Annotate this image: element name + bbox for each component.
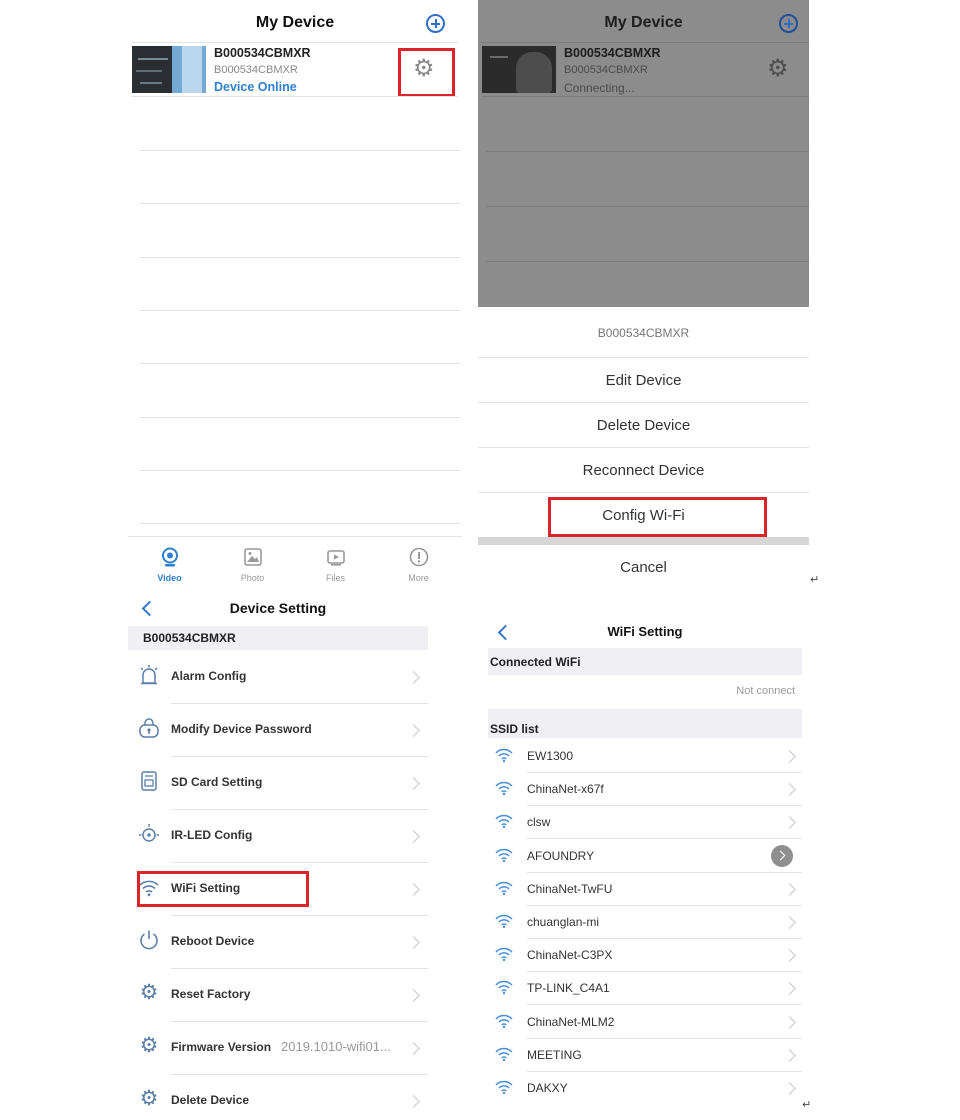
settings-row-alarm-config[interactable] (128, 650, 428, 703)
ssid-label: AFOUNDRY (527, 848, 595, 863)
add-device-icon[interactable] (426, 14, 445, 33)
device-section-header: B000534CBMXR (128, 626, 428, 650)
settings-row-label: WiFi Setting (171, 881, 241, 895)
chevron-right-icon (783, 1049, 796, 1062)
divider (140, 203, 460, 204)
ssid-row[interactable] (488, 906, 802, 939)
device-id: B000534CBMXR (214, 64, 298, 76)
wifi-signal-icon (495, 913, 513, 929)
add-device-icon (779, 14, 798, 33)
divider (478, 447, 809, 448)
ssid-row[interactable] (488, 1072, 802, 1105)
wifi-signal-icon (495, 780, 513, 796)
wifi-signal-icon (495, 1046, 513, 1062)
settings-row-modify-password[interactable] (128, 703, 428, 756)
tab-video[interactable] (128, 537, 211, 588)
camera-thumbnail (132, 46, 206, 93)
photo-icon (243, 547, 263, 567)
gear-icon: ⚙ (139, 1034, 159, 1057)
settings-row-label: Firmware Version (171, 1040, 272, 1054)
wifi-signal-icon (495, 747, 513, 763)
chevron-right-icon (407, 883, 420, 896)
connected-wifi-status: Not connect (736, 685, 795, 697)
device-name: B000534CBMXR (564, 46, 661, 60)
settings-row-reset-factory[interactable] (128, 968, 428, 1021)
return-mark: ↵ (802, 1099, 812, 1111)
ssid-label: TP-LINK_C4A1 (527, 981, 610, 996)
chevron-right-icon (783, 1082, 796, 1095)
wifi-signal-icon (495, 880, 513, 896)
gear-icon: ⚙ (139, 981, 159, 1004)
divider (140, 150, 460, 151)
ssid-label: MEETING (527, 1047, 582, 1062)
divider (140, 417, 460, 418)
chevron-right-icon (407, 830, 420, 843)
assistive-touch-icon[interactable] (771, 845, 793, 867)
ssid-row[interactable] (488, 1006, 802, 1039)
divider (486, 206, 809, 207)
settings-row-label: Reset Factory (171, 987, 251, 1001)
highlight-box (398, 48, 455, 97)
my-device-screen (128, 0, 462, 588)
gear-icon: ⚙ (139, 1087, 159, 1110)
ssid-label: ChinaNet-x67f (527, 782, 604, 797)
wifi-signal-icon (495, 847, 513, 863)
wifi-signal-icon (495, 1079, 513, 1095)
ssid-row[interactable] (488, 873, 802, 906)
ssid-row[interactable] (488, 740, 802, 773)
sheet-title: B000534CBMXR (597, 326, 690, 340)
divider (140, 470, 460, 471)
settings-row-label: SD Card Setting (171, 775, 263, 789)
edit-device-button[interactable]: Edit Device (605, 372, 682, 389)
settings-row-label: Alarm Config (171, 669, 247, 683)
chevron-right-icon (407, 989, 420, 1002)
tab-label: Video (157, 573, 182, 583)
reconnect-device-button[interactable]: Reconnect Device (582, 462, 705, 479)
firmware-version-value: 2019.1010-wifi01... (281, 1039, 391, 1054)
highlight-box (548, 497, 767, 537)
settings-row-sd-card[interactable] (128, 756, 428, 809)
tab-bar (128, 536, 462, 588)
tab-label: Files (325, 573, 345, 583)
device-status: Connecting... (564, 81, 635, 95)
chevron-right-icon (783, 783, 796, 796)
chevron-right-icon (783, 983, 796, 996)
settings-row-ir-led[interactable] (128, 809, 428, 862)
divider (478, 402, 809, 403)
divider (132, 96, 458, 97)
ssid-label: chuanglan-mi (527, 915, 600, 929)
ssid-list-header: SSID list (488, 709, 802, 738)
device-name: B000534CBMXR (214, 46, 311, 60)
chevron-right-icon (783, 883, 796, 896)
ssid-label: ChinaNet-TwFU (527, 881, 613, 896)
sheet-separator (478, 537, 809, 545)
ssid-row[interactable] (488, 1039, 802, 1072)
wifi-signal-icon (495, 1013, 513, 1029)
wifi-signal-icon (495, 946, 513, 962)
settings-row-label: Delete Device (171, 1093, 250, 1107)
ssid-row[interactable] (488, 773, 802, 806)
ssid-label: ChinaNet-MLM2 (527, 1014, 615, 1029)
divider (482, 96, 809, 97)
divider (478, 492, 809, 493)
lock-icon (138, 717, 160, 739)
divider (486, 261, 809, 262)
device-id: B000534CBMXR (564, 64, 648, 76)
settings-row-label: Modify Device Password (171, 722, 312, 736)
sd-card-icon (138, 770, 160, 792)
divider (140, 257, 460, 258)
settings-row-firmware-version[interactable] (128, 1021, 428, 1074)
divider (478, 357, 809, 358)
chevron-right-icon (407, 777, 420, 790)
connected-wifi-header: Connected WiFi (488, 648, 802, 675)
ssid-row[interactable] (488, 840, 802, 873)
divider (140, 523, 460, 524)
chevron-right-icon (407, 671, 420, 684)
delete-device-button[interactable]: Delete Device (596, 417, 691, 434)
alarm-icon (138, 664, 160, 686)
wifi-setting-screen (488, 610, 802, 1110)
device-action-sheet-screen (478, 0, 809, 590)
ssid-label: EW1300 (527, 749, 574, 763)
chevron-right-icon (783, 817, 796, 830)
config-wifi-button[interactable]: Config Wi-Fi (602, 507, 685, 524)
files-icon (326, 547, 346, 567)
chevron-right-icon (407, 724, 420, 737)
tab-label: More (408, 573, 429, 583)
highlight-box (137, 871, 309, 907)
chevron-right-icon (783, 949, 796, 962)
device-status: Device Online (214, 80, 297, 94)
settings-row-reboot[interactable] (128, 915, 428, 968)
info-icon (409, 547, 429, 567)
wifi-signal-icon (495, 979, 513, 995)
return-mark: ↵ (810, 574, 820, 586)
settings-row-label: Reboot Device (171, 934, 255, 948)
wifi-signal-icon (495, 813, 513, 829)
ssid-label: DAKXY (527, 1081, 568, 1095)
tab-label: Photo (240, 573, 265, 583)
device-settings-gear-icon[interactable]: ⚙ (413, 55, 435, 82)
chevron-right-icon (783, 1016, 796, 1029)
settings-row-label: IR-LED Config (171, 828, 253, 842)
page-title: My Device (604, 14, 683, 31)
divider (486, 151, 809, 152)
divider (482, 42, 809, 43)
divider (140, 310, 460, 311)
tab-more[interactable] (377, 537, 460, 588)
tab-photo[interactable] (211, 537, 294, 588)
settings-row-delete-device[interactable] (128, 1074, 428, 1120)
cancel-button[interactable]: Cancel (620, 559, 667, 576)
chevron-right-icon (407, 1042, 420, 1055)
ssid-row[interactable] (488, 806, 802, 839)
ssid-label: clsw (527, 815, 551, 830)
camera-icon (160, 547, 180, 567)
chevron-right-icon (783, 916, 796, 929)
ssid-row[interactable] (488, 972, 802, 1005)
gear-icon: ⚙ (767, 55, 789, 82)
ssid-label: ChinaNet-C3PX (527, 948, 613, 963)
ssid-row[interactable] (488, 939, 802, 972)
chevron-right-icon (407, 1095, 420, 1108)
tab-files[interactable] (294, 537, 377, 588)
camera-thumbnail (482, 46, 556, 93)
chevron-right-icon (783, 750, 796, 763)
device-setting-screen (128, 590, 428, 1120)
page-title: My Device (255, 14, 335, 31)
chevron-right-icon (407, 936, 420, 949)
page-title: WiFi Setting (607, 624, 683, 639)
dimmed-background (478, 0, 809, 307)
divider (140, 363, 460, 364)
page-title: Device Setting (229, 600, 327, 616)
power-icon (138, 929, 160, 951)
ir-led-icon (138, 823, 160, 845)
